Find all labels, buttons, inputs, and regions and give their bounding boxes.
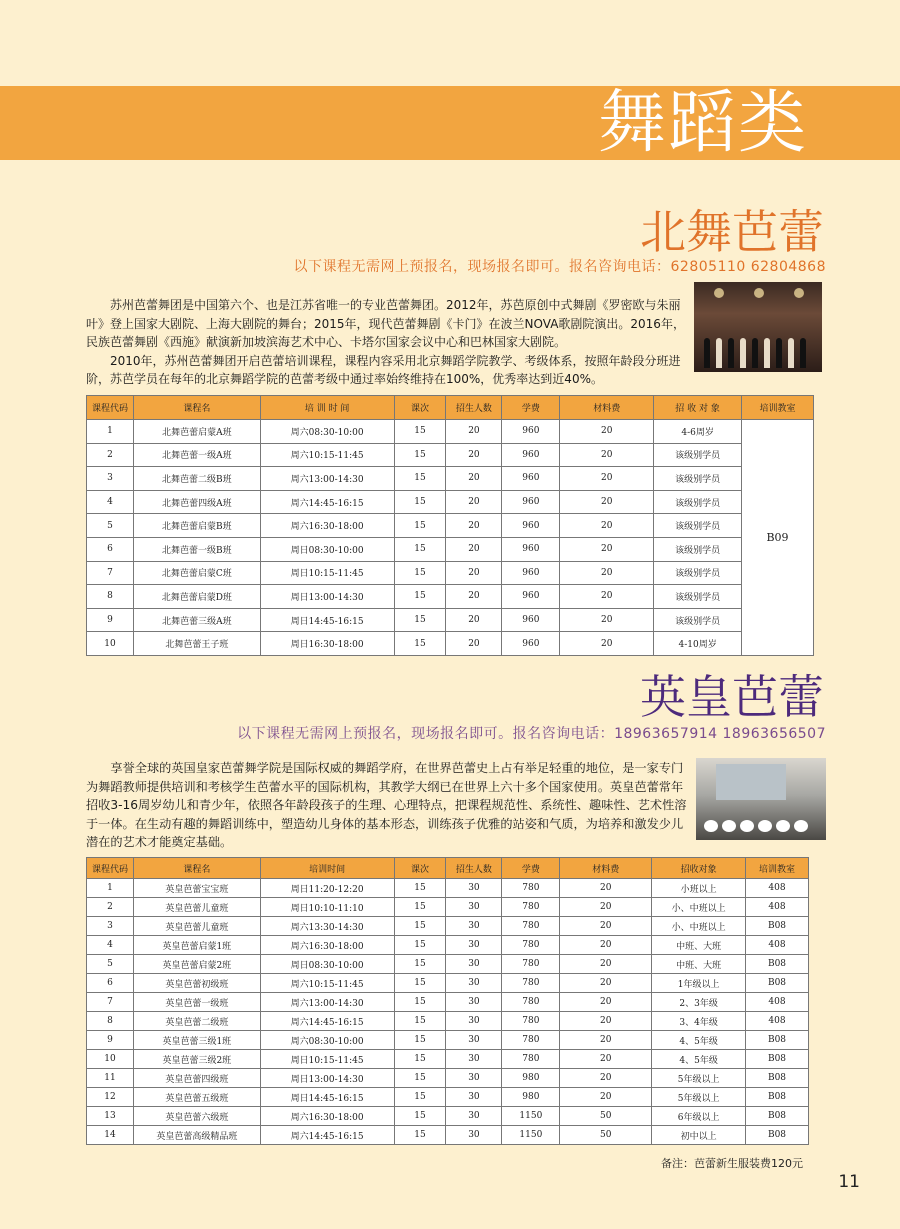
cell: 20 — [560, 993, 652, 1012]
cell: 960 — [502, 443, 560, 467]
table-row — [87, 490, 814, 514]
cell: 英皇芭蕾三级1班 — [133, 1031, 260, 1050]
cell: 中班、大班 — [652, 955, 746, 974]
stage-light — [714, 288, 724, 298]
cell: 20 — [560, 585, 654, 609]
table-row — [87, 443, 814, 467]
cell: 408 — [746, 898, 809, 917]
table-row — [87, 632, 814, 656]
classroom-cell: B09 — [742, 420, 814, 656]
cell: 15 — [394, 561, 446, 585]
cell: 15 — [394, 632, 446, 656]
cell: 780 — [502, 898, 560, 917]
col-header: 课程代码 — [87, 396, 134, 420]
table-row — [87, 1107, 809, 1126]
dancer-figure — [794, 820, 808, 832]
cell: 408 — [746, 993, 809, 1012]
col-header: 培 训 时 间 — [260, 396, 394, 420]
cell: 15 — [394, 1031, 446, 1050]
intro-paragraph: 享誉全球的英国皇家芭蕾舞学院是国际权威的舞蹈学府，在世界芭蕾史上占有举足轻重的地位，是一家专门为舞蹈教师提供培训和考核学生芭蕾水平的国际机构，其教学大纲已在世界上六十多个国家使用。英皇芭蕾常年招收3-16周岁幼儿和青少年，依照各年龄段孩子的生理、心理特点，把课程规范性、系统性、趣味性、艺术性溶于一体。在生动有趣的舞蹈训练中，塑造幼儿身体的基本形态，训练孩子优雅的站姿和气质，为培养和激发少儿潜在的艺术才能奠定基础。 — [86, 761, 687, 850]
cell: 周六16:30-18:00 — [260, 514, 394, 538]
cell: 20 — [446, 585, 502, 609]
cell: 15 — [394, 1050, 446, 1069]
beiwu-course-table — [86, 395, 814, 656]
contact-line-beiwu: 以下课程无需网上预报名，现场报名即可。报名咨询电话：62805110 62804868 — [293, 259, 826, 275]
cell: 8 — [87, 1012, 134, 1031]
cell: 20 — [446, 514, 502, 538]
cell: 30 — [446, 879, 502, 898]
cell: 周六08:30-10:00 — [260, 1031, 394, 1050]
cell: 15 — [394, 974, 446, 993]
cell: 4、5年级 — [652, 1031, 746, 1050]
cell: 30 — [446, 1088, 502, 1107]
table-row — [87, 1126, 809, 1145]
cell: 周六10:15-11:45 — [260, 443, 394, 467]
cell: 8 — [87, 585, 134, 609]
cell: 15 — [394, 1107, 446, 1126]
cell: 20 — [446, 632, 502, 656]
cell: 30 — [446, 993, 502, 1012]
cell: 20 — [560, 1012, 652, 1031]
performer-figure — [728, 338, 734, 368]
table-row — [87, 1031, 809, 1050]
yinghuang-course-table — [86, 857, 809, 1145]
cell: 30 — [446, 974, 502, 993]
cell: 英皇芭蕾儿童班 — [133, 917, 260, 936]
cell: 980 — [502, 1088, 560, 1107]
cell: 20 — [560, 632, 654, 656]
projection-screen — [716, 764, 786, 800]
cell: 15 — [394, 1012, 446, 1031]
col-header: 培训时间 — [260, 858, 394, 879]
cell: 15 — [394, 467, 446, 491]
table-row — [87, 514, 814, 538]
col-header: 课程名 — [133, 396, 260, 420]
cell: 1 — [87, 420, 134, 444]
table-row — [87, 955, 809, 974]
intro-text-yinghuang — [86, 759, 690, 852]
cell: 英皇芭蕾宝宝班 — [133, 879, 260, 898]
cell: 13 — [87, 1107, 134, 1126]
cell: 780 — [502, 1012, 560, 1031]
col-header: 课次 — [394, 396, 446, 420]
page-number: 11 — [838, 1172, 860, 1192]
cell: 30 — [446, 1031, 502, 1050]
cell: 2、3年级 — [652, 993, 746, 1012]
cell: 该级别学员 — [654, 561, 742, 585]
dancer-figure — [758, 820, 772, 832]
cell: 20 — [446, 608, 502, 632]
cell: 6 — [87, 974, 134, 993]
table-row — [87, 917, 809, 936]
cell: 15 — [394, 993, 446, 1012]
cell: 7 — [87, 993, 134, 1012]
cell: 20 — [446, 420, 502, 444]
cell: 20 — [560, 490, 654, 514]
cell: 北舞芭蕾启蒙B班 — [133, 514, 260, 538]
cell: 北舞芭蕾一级B班 — [133, 537, 260, 561]
cell: 15 — [394, 1069, 446, 1088]
cell: 北舞芭蕾王子班 — [133, 632, 260, 656]
cell: 该级别学员 — [654, 467, 742, 491]
cell: 7 — [87, 561, 134, 585]
table-row — [87, 898, 809, 917]
col-header: 学费 — [502, 858, 560, 879]
cell: 30 — [446, 898, 502, 917]
cell: 周日10:15-11:45 — [260, 1050, 394, 1069]
cell: 780 — [502, 1050, 560, 1069]
cell: 20 — [446, 443, 502, 467]
cell: 英皇芭蕾启蒙2班 — [133, 955, 260, 974]
table-row — [87, 879, 809, 898]
cell: 英皇芭蕾四级班 — [133, 1069, 260, 1088]
cell: 780 — [502, 955, 560, 974]
cell: 960 — [502, 420, 560, 444]
stage-light — [754, 288, 764, 298]
cell: 北舞芭蕾启蒙D班 — [133, 585, 260, 609]
intro-text-beiwu — [86, 296, 686, 389]
performer-figure — [704, 338, 710, 368]
cell: 15 — [394, 1088, 446, 1107]
col-header: 招 收 对 象 — [654, 396, 742, 420]
cell: 10 — [87, 632, 134, 656]
cell: 英皇芭蕾二级班 — [133, 1012, 260, 1031]
cell: 20 — [560, 1031, 652, 1050]
cell: 30 — [446, 1069, 502, 1088]
dancer-figure — [740, 820, 754, 832]
cell: 英皇芭蕾一级班 — [133, 993, 260, 1012]
cell: B08 — [746, 1031, 809, 1050]
cell: 北舞芭蕾三级A班 — [133, 608, 260, 632]
cell: B08 — [746, 1069, 809, 1088]
cell: 30 — [446, 1126, 502, 1145]
cell: B08 — [746, 974, 809, 993]
cell: 该级别学员 — [654, 443, 742, 467]
cell: 2 — [87, 898, 134, 917]
cell: 15 — [394, 955, 446, 974]
cell: 4-6周岁 — [654, 420, 742, 444]
cell: 15 — [394, 917, 446, 936]
cell: 4-10周岁 — [654, 632, 742, 656]
cell: 960 — [502, 585, 560, 609]
cell: 30 — [446, 1107, 502, 1126]
cell: 15 — [394, 443, 446, 467]
cell: 周六08:30-10:00 — [260, 420, 394, 444]
cell: 30 — [446, 936, 502, 955]
cell: 该级别学员 — [654, 537, 742, 561]
cell: 20 — [560, 514, 654, 538]
table-row — [87, 467, 814, 491]
col-header: 学费 — [502, 396, 560, 420]
cell: 4 — [87, 936, 134, 955]
cell: 960 — [502, 490, 560, 514]
cell: 4 — [87, 490, 134, 514]
performer-figure — [776, 338, 782, 368]
cell: 780 — [502, 974, 560, 993]
cell: 780 — [502, 1031, 560, 1050]
cell: 周日11:20-12:20 — [260, 879, 394, 898]
performer-figure — [764, 338, 770, 368]
cell: B08 — [746, 917, 809, 936]
table-header-row — [87, 858, 809, 879]
cell: 周六13:30-14:30 — [260, 917, 394, 936]
cell: 周日16:30-18:00 — [260, 632, 394, 656]
cell: 北舞芭蕾四级A班 — [133, 490, 260, 514]
cell: 1年级以上 — [652, 974, 746, 993]
cell: 周日13:00-14:30 — [260, 585, 394, 609]
cell: 3 — [87, 467, 134, 491]
cell: 3、4年级 — [652, 1012, 746, 1031]
table-row — [87, 608, 814, 632]
performer-figure — [800, 338, 806, 368]
col-header: 培训教室 — [746, 858, 809, 879]
cell: 960 — [502, 632, 560, 656]
col-header: 材料费 — [560, 858, 652, 879]
cell: 20 — [560, 1050, 652, 1069]
table-header-row — [87, 396, 814, 420]
cell: 9 — [87, 608, 134, 632]
cell: 15 — [394, 936, 446, 955]
cell: 20 — [560, 1069, 652, 1088]
table-row — [87, 936, 809, 955]
cell: B08 — [746, 955, 809, 974]
cell: 20 — [560, 443, 654, 467]
cell: 北舞芭蕾二级B班 — [133, 467, 260, 491]
cell: 980 — [502, 1069, 560, 1088]
cell: 20 — [560, 879, 652, 898]
intro-paragraph: 苏州芭蕾舞团是中国第六个、也是江苏省唯一的专业芭蕾舞团。2012年，苏芭原创中式舞剧《罗密欧与朱丽叶》登上国家大剧院、上海大剧院的舞台；2015年，现代芭蕾舞剧《卡门》在波兰NOVA歌剧院演出。2016年，民族芭蕾舞剧《西施》献演新加坡滨海艺术中心、卡塔尔国家会议中心和巴林国家大剧院。 — [86, 298, 685, 349]
col-header: 课程名 — [133, 858, 260, 879]
cell: 14 — [87, 1126, 134, 1145]
cell: 周日08:30-10:00 — [260, 955, 394, 974]
cell: 30 — [446, 955, 502, 974]
cell: 英皇芭蕾五级班 — [133, 1088, 260, 1107]
cell: 15 — [394, 608, 446, 632]
col-header: 招收对象 — [652, 858, 746, 879]
cell: 15 — [394, 1126, 446, 1145]
cell: 20 — [560, 1088, 652, 1107]
cell: 30 — [446, 1012, 502, 1031]
col-header: 课程代码 — [87, 858, 134, 879]
cell: 12 — [87, 1088, 134, 1107]
cell: 15 — [394, 490, 446, 514]
table-row — [87, 1012, 809, 1031]
cell: 周日13:00-14:30 — [260, 1069, 394, 1088]
cell: 20 — [560, 467, 654, 491]
performer-figure — [740, 338, 746, 368]
cell: 初中以上 — [652, 1126, 746, 1145]
intro-paragraph: 2010年，苏州芭蕾舞团开启芭蕾培训课程，课程内容采用北京舞蹈学院教学、考级体系，按照年龄段分班进阶，苏芭学员在每年的北京舞蹈学院的芭蕾考级中通过率始终维持在100%，优秀率达到近40%。 — [86, 353, 681, 386]
performer-figure — [788, 338, 794, 368]
cell: 小、中班以上 — [652, 898, 746, 917]
cell: 英皇芭蕾儿童班 — [133, 898, 260, 917]
cell: 960 — [502, 537, 560, 561]
cell: 10 — [87, 1050, 134, 1069]
cell: 周日08:30-10:00 — [260, 537, 394, 561]
cell: 15 — [394, 898, 446, 917]
cell: 周六13:00-14:30 — [260, 467, 394, 491]
cell: 15 — [394, 537, 446, 561]
table-row — [87, 993, 809, 1012]
cell: 周六14:45-16:15 — [260, 490, 394, 514]
cell: B08 — [746, 1050, 809, 1069]
cell: 50 — [560, 1126, 652, 1145]
cell: 该级别学员 — [654, 585, 742, 609]
cell: 该级别学员 — [654, 490, 742, 514]
cell: 5年级以上 — [652, 1088, 746, 1107]
cell: 小、中班以上 — [652, 917, 746, 936]
cell: 英皇芭蕾初级班 — [133, 974, 260, 993]
cell: 周日14:45-16:15 — [260, 1088, 394, 1107]
cell: 该级别学员 — [654, 608, 742, 632]
table-row — [87, 1088, 809, 1107]
cell: 20 — [560, 917, 652, 936]
cell: 英皇芭蕾高级精品班 — [133, 1126, 260, 1145]
cell: 408 — [746, 1012, 809, 1031]
performer-figure — [752, 338, 758, 368]
cell: 15 — [394, 514, 446, 538]
cell: 960 — [502, 514, 560, 538]
cell: 周六16:30-18:00 — [260, 1107, 394, 1126]
cell: 周六14:45-16:15 — [260, 1126, 394, 1145]
cell: 20 — [446, 490, 502, 514]
cell: 6年级以上 — [652, 1107, 746, 1126]
cell: 1 — [87, 879, 134, 898]
cell: 周日10:15-11:45 — [260, 561, 394, 585]
cell: B08 — [746, 1107, 809, 1126]
cell: 9 — [87, 1031, 134, 1050]
cell: 960 — [502, 608, 560, 632]
table-row — [87, 561, 814, 585]
cell: 408 — [746, 879, 809, 898]
cell: 1150 — [502, 1107, 560, 1126]
cell: 780 — [502, 917, 560, 936]
cell: 20 — [560, 420, 654, 444]
cell: 周日10:10-11:10 — [260, 898, 394, 917]
cell: 20 — [560, 974, 652, 993]
cell: 中班、大班 — [652, 936, 746, 955]
cell: B08 — [746, 1088, 809, 1107]
dancer-figure — [722, 820, 736, 832]
cell: 20 — [446, 537, 502, 561]
cell: 6 — [87, 537, 134, 561]
cell: 5年级以上 — [652, 1069, 746, 1088]
cell: 1150 — [502, 1126, 560, 1145]
cell: 周六14:45-16:15 — [260, 1012, 394, 1031]
footnote: 备注：芭蕾新生服装费120元 — [661, 1157, 803, 1170]
cell: 15 — [394, 879, 446, 898]
table-row — [87, 420, 814, 444]
cell: 15 — [394, 585, 446, 609]
col-header: 招生人数 — [446, 858, 502, 879]
cell: 30 — [446, 917, 502, 936]
cell: 780 — [502, 936, 560, 955]
cell: 周六16:30-18:00 — [260, 936, 394, 955]
cell: 20 — [560, 898, 652, 917]
cell: 11 — [87, 1069, 134, 1088]
col-header: 课次 — [394, 858, 446, 879]
col-header: 材料费 — [560, 396, 654, 420]
cell: 周六10:15-11:45 — [260, 974, 394, 993]
cell: 408 — [746, 936, 809, 955]
cell: 5 — [87, 514, 134, 538]
cell: 2 — [87, 443, 134, 467]
table-row — [87, 585, 814, 609]
section-title-beiwu: 北舞芭蕾 — [640, 205, 824, 259]
ballet-class-photo — [696, 758, 826, 840]
performer-figure — [716, 338, 722, 368]
cell: B08 — [746, 1126, 809, 1145]
col-header: 招生人数 — [446, 396, 502, 420]
table-row — [87, 1069, 809, 1088]
cell: 该级别学员 — [654, 514, 742, 538]
cell: 周六13:00-14:30 — [260, 993, 394, 1012]
cell: 20 — [446, 561, 502, 585]
cell: 小班以上 — [652, 879, 746, 898]
table-row — [87, 1050, 809, 1069]
cell: 20 — [560, 955, 652, 974]
cell: 周日14:45-16:15 — [260, 608, 394, 632]
contact-line-yinghuang: 以下课程无需网上预报名，现场报名即可。报名咨询电话：18963657914 18963656507 — [237, 726, 826, 742]
cell: 780 — [502, 993, 560, 1012]
cell: 5 — [87, 955, 134, 974]
stage-light — [794, 288, 804, 298]
section-title-yinghuang: 英皇芭蕾 — [640, 670, 824, 724]
cell: 北舞芭蕾启蒙C班 — [133, 561, 260, 585]
table-row — [87, 537, 814, 561]
cell: 英皇芭蕾启蒙1班 — [133, 936, 260, 955]
cell: 20 — [560, 936, 652, 955]
cell: 英皇芭蕾六级班 — [133, 1107, 260, 1126]
ballet-troupe-photo — [694, 282, 822, 372]
cell: 20 — [560, 561, 654, 585]
table-row — [87, 974, 809, 993]
cell: 15 — [394, 420, 446, 444]
cell: 4、5年级 — [652, 1050, 746, 1069]
cell: 英皇芭蕾三级2班 — [133, 1050, 260, 1069]
cell: 960 — [502, 467, 560, 491]
dancer-figure — [704, 820, 718, 832]
cell: 20 — [446, 467, 502, 491]
cell: 北舞芭蕾启蒙A班 — [133, 420, 260, 444]
cell: 30 — [446, 1050, 502, 1069]
cell: 北舞芭蕾一级A班 — [133, 443, 260, 467]
col-header: 培训教室 — [742, 396, 814, 420]
dancer-figure — [776, 820, 790, 832]
category-title: 舞蹈类 — [597, 84, 808, 163]
cell: 780 — [502, 879, 560, 898]
cell: 960 — [502, 561, 560, 585]
cell: 3 — [87, 917, 134, 936]
cell: 50 — [560, 1107, 652, 1126]
cell: 20 — [560, 608, 654, 632]
cell: 20 — [560, 537, 654, 561]
